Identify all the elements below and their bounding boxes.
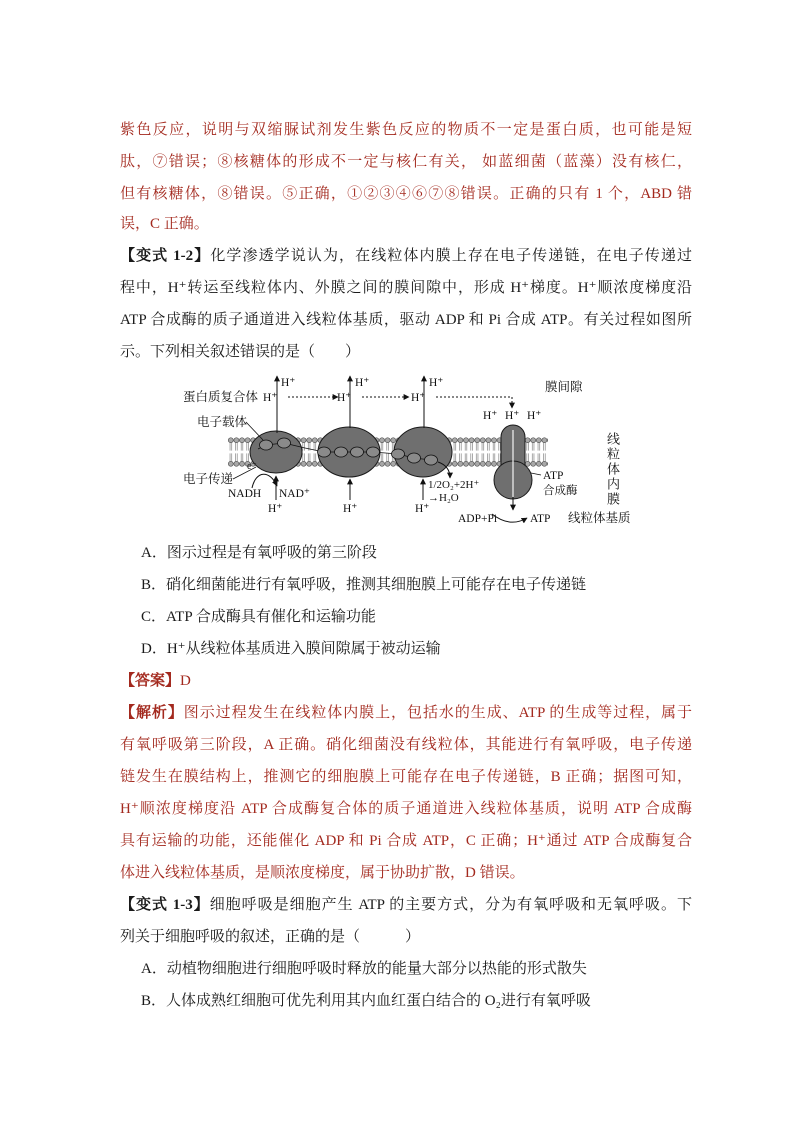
water-reactants-label: 1/2O₂+2H⁺: [428, 479, 480, 491]
proton-label: H⁺: [415, 503, 430, 515]
electron-carrier: [260, 440, 273, 450]
prev-explanation-line: 误，C 正确。: [120, 216, 209, 232]
proton-label: H⁺: [343, 503, 358, 515]
analysis-line: [120, 701, 692, 725]
option-a: A．动植物细胞进行细胞呼吸时释放的能量大部分以热能的形式散失: [141, 961, 587, 977]
proton-label: H⁺: [268, 503, 283, 515]
intermembrane-space-label: 膜间隙: [545, 380, 583, 394]
electron-carrier: [335, 447, 348, 457]
atp-synthesis-arrow: [492, 514, 527, 522]
atp-synthase-label-line2: 合成酶: [543, 485, 578, 497]
adp-pi-label: ADP+Pi: [458, 513, 498, 525]
analysis-line: 链发生在膜结构上，推测它的细胞膜上可能存在电子传递链，B 正确；据图可知，: [120, 769, 692, 785]
proton-label: H⁺: [337, 392, 352, 404]
protein-complex-label: 蛋白质复合体: [183, 390, 259, 404]
electron-carrier: [278, 438, 291, 448]
electron-label: e⁻: [247, 461, 257, 472]
option-b: B．硝化细菌能进行有氧呼吸，推测其细胞膜上可能存在电子传递链: [141, 577, 587, 593]
proton-label: H⁺: [281, 377, 296, 389]
prev-explanation-line: 紫色反应，说明与双缩脲试剂发生紫色反应的物质不一定是蛋白质，也可能是短: [120, 122, 692, 138]
protein-complex-1: [250, 431, 302, 473]
variant-1-2-stem-line: ATP 合成酶的质子通道进入线粒体基质，驱动 ADP 和 Pi 合成 ATP。有关过程如图所: [120, 312, 692, 328]
nadh-label: NADH: [228, 488, 262, 500]
option-b: B．人体成熟红细胞可优先利用其内血红蛋白结合的 O₂进行有氧呼吸: [141, 993, 591, 1009]
analysis-label: 【解析】: [120, 705, 184, 721]
variant-1-2-label: 【变式 1-2】: [120, 248, 211, 264]
proton-label: H⁺: [411, 392, 426, 404]
variant-1-2-stem-line: 示。下列相关叙述错误的是（ ）: [120, 344, 361, 360]
atp-synthase-label-line1: ATP: [543, 470, 564, 482]
analysis-line: 有氧呼吸第三阶段，A 正确。硝化细菌没有线粒体，其能进行有氧呼吸，电子传递: [120, 737, 692, 753]
electron-carrier: [351, 447, 364, 457]
electron-carrier: [318, 447, 331, 457]
option-c: C．ATP 合成酶具有催化和运输功能: [141, 609, 376, 625]
electron-carrier: [367, 447, 380, 457]
electron-carrier: [408, 453, 421, 463]
answer-value: D: [180, 673, 191, 689]
nad-plus-label: NAD⁺: [279, 488, 310, 500]
variant-1-3-stem-line: [120, 893, 692, 917]
variant-1-3-label: 【变式 1-3】: [120, 897, 210, 913]
atp-synthase-leader: [531, 473, 541, 475]
proton-label: H⁺: [355, 377, 370, 389]
electron-carrier: [392, 449, 405, 459]
variant-1-3-stem-line: 列关于细胞呼吸的叙述，正确的是（ ）: [120, 929, 421, 945]
answer-label: 【答案】: [120, 673, 181, 689]
inner-membrane-label: 线粒体内膜: [605, 432, 620, 507]
water-product-label: →H₂O: [428, 492, 459, 504]
variant-1-2-stem-line: 程中，H⁺转运至线粒体内、外膜之间的膜间隙中，形成 H⁺梯度。H⁺顺浓度梯度沿: [120, 280, 692, 296]
proton-label: H⁺: [505, 410, 520, 422]
proton-label: H⁺: [263, 392, 278, 404]
analysis-line: 具有运输的功能，还能催化 ADP 和 Pi 合成 ATP，C 正确；H⁺通过 ATP 合成酶复合: [120, 833, 692, 849]
option-d: D．H⁺从线粒体基质进入膜间隙属于被动运输: [141, 641, 441, 657]
proton-gradient-dotted-arrow: [436, 397, 512, 408]
proton-label: H⁺: [527, 410, 542, 422]
prev-explanation-line: 肽，⑦错误；⑧核糖体的形成不一定与核仁有关， 如蓝细菌（蓝藻）没有核仁，: [120, 154, 692, 170]
variant-1-2-stem-text: 化学渗透学说认为，在线粒体内膜上存在电子传递链，在电子传递过: [210, 248, 692, 264]
electron-transport-chain-diagram: [175, 368, 645, 534]
analysis-line: H⁺顺浓度梯度沿 ATP 合成酶复合体的质子通道进入线粒体基质，说明 ATP 合成酶: [120, 801, 692, 817]
variant-1-2-stem-line: [120, 244, 692, 268]
answer-line: [120, 669, 692, 693]
analysis-text: 图示过程发生在线粒体内膜上，包括水的生成、ATP 的生成等过程，属于: [183, 705, 692, 721]
electron-transfer-label: 电子传递: [183, 472, 234, 486]
electron-carrier-label: 电子载体: [197, 415, 248, 429]
option-a: A．图示过程是有氧呼吸的第三阶段: [141, 545, 377, 561]
atp-label: ATP: [530, 513, 551, 525]
matrix-label: 线粒体基质: [568, 511, 631, 525]
proton-label: H⁺: [429, 377, 444, 389]
electron-carrier: [425, 455, 438, 465]
nadh-oxidation-arrow: [252, 474, 277, 488]
analysis-line: 体进入线粒体基质，是顺浓度梯度，属于协助扩散，D 错误。: [120, 865, 525, 881]
prev-explanation-line: 但有核糖体，⑧错误。⑤正确，①②③④⑥⑦⑧错误。正确的只有 1 个，ABD 错: [120, 186, 692, 202]
variant-1-3-stem-text: 细胞呼吸是细胞产生 ATP 的主要方式，分为有氧呼吸和无氧呼吸。下: [209, 897, 692, 913]
proton-label: H⁺: [483, 410, 498, 422]
